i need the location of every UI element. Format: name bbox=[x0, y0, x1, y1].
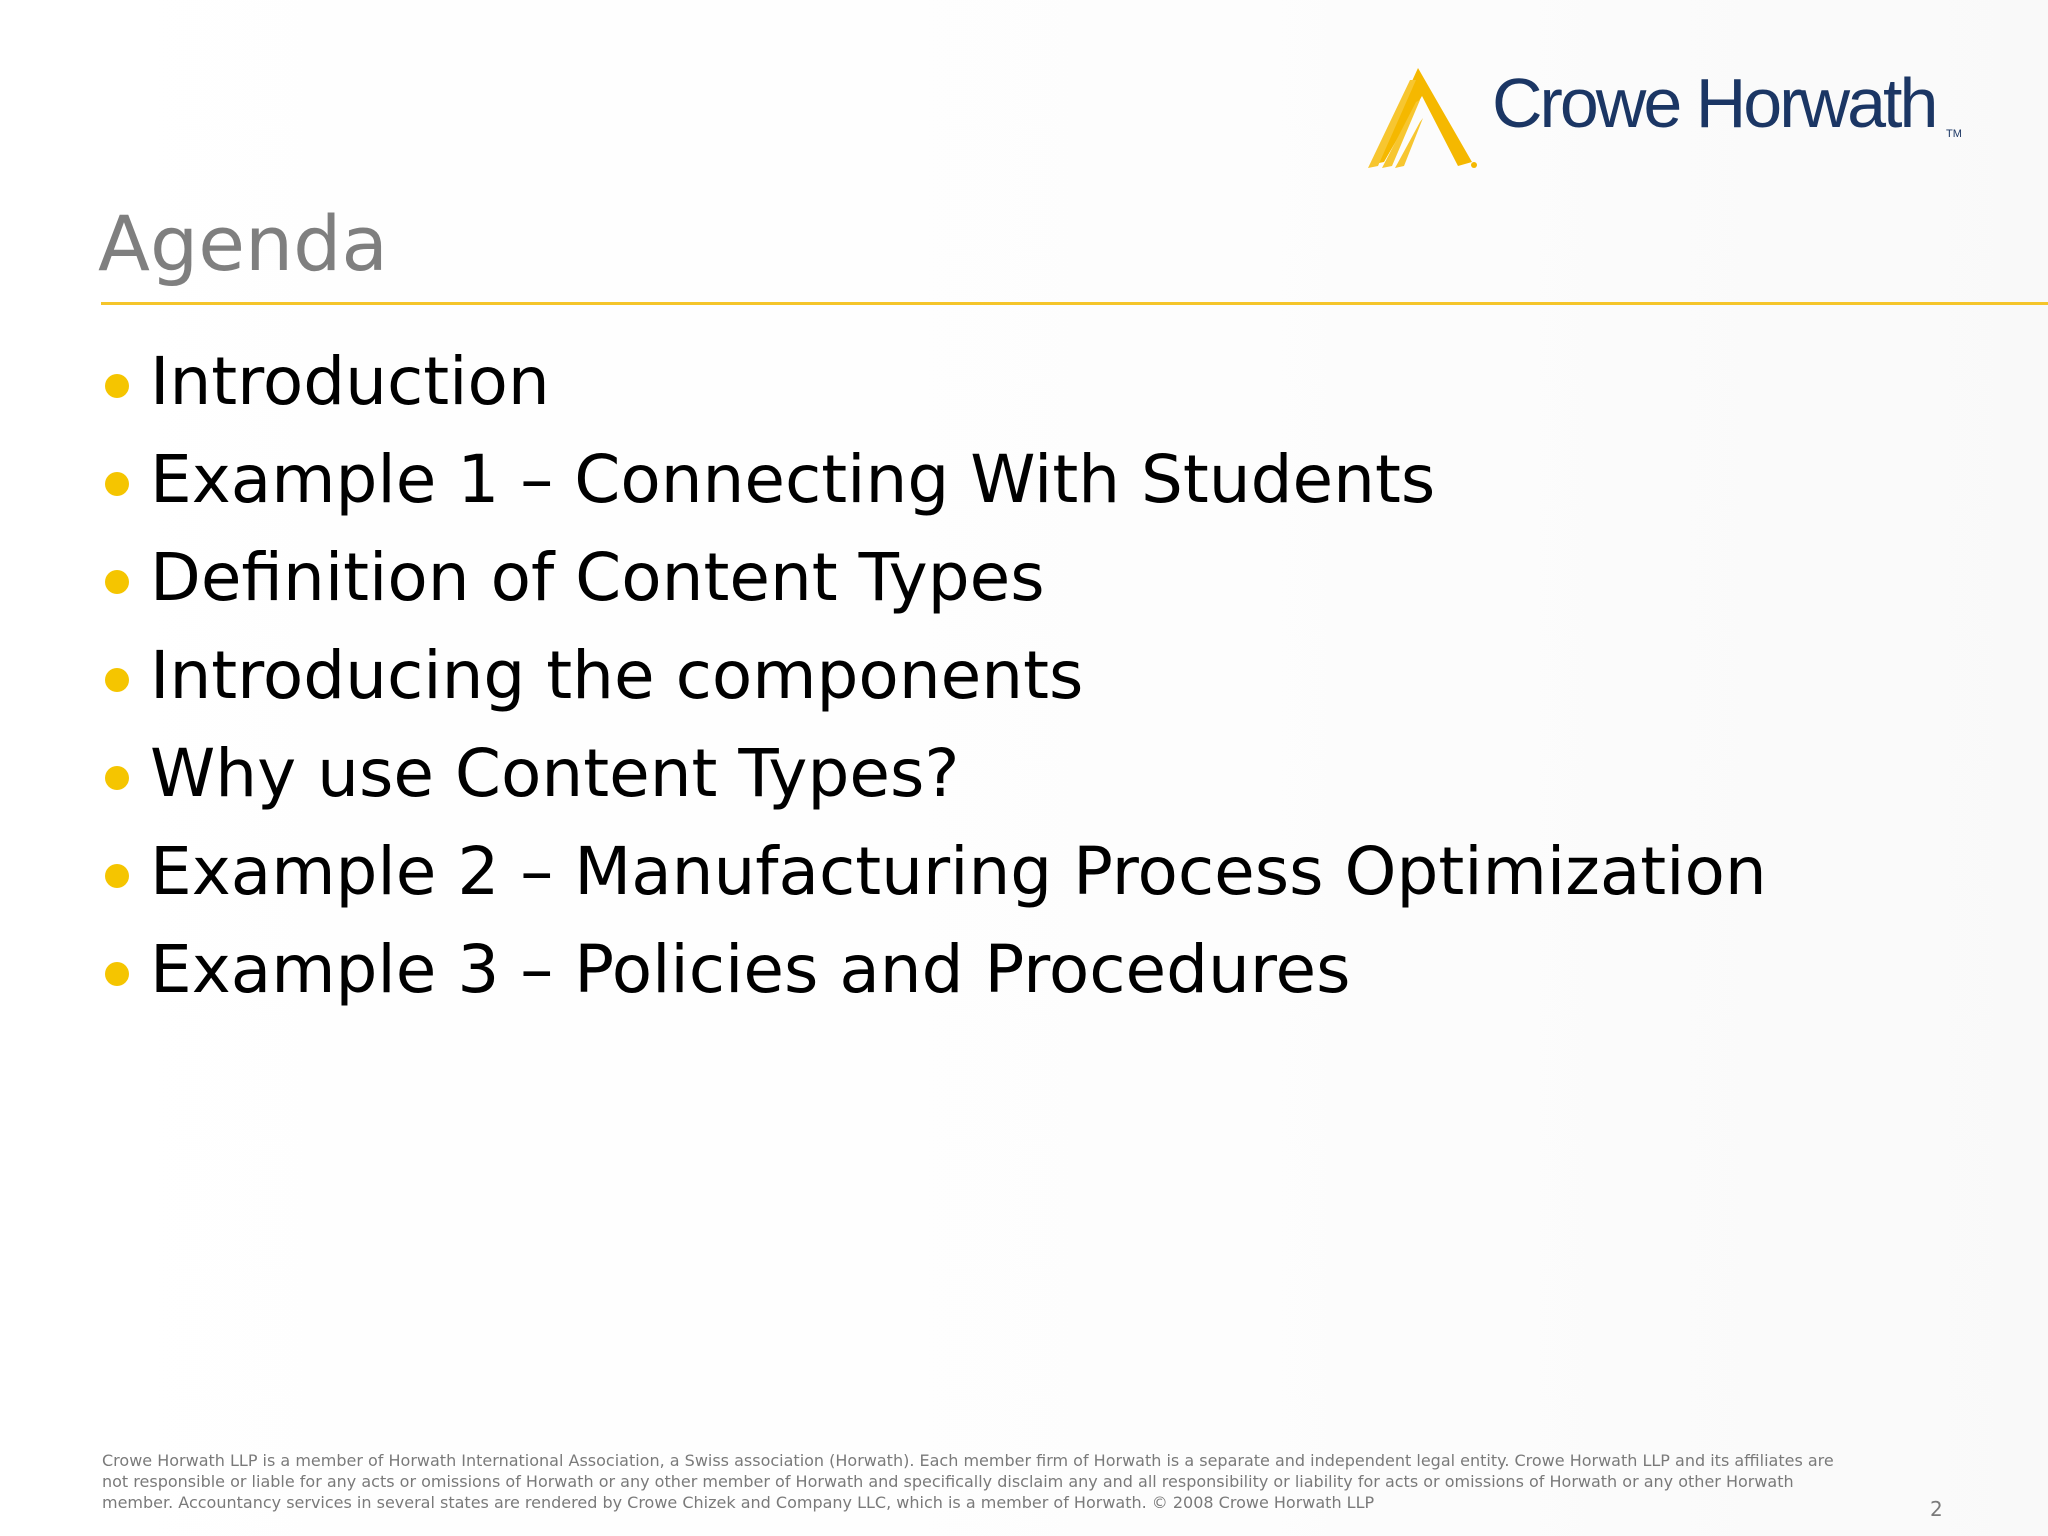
bullet-icon bbox=[105, 864, 129, 888]
agenda-item-label: Introducing the components bbox=[150, 637, 1084, 714]
logo-wordmark: Crowe Horwath bbox=[1492, 64, 1936, 142]
slide-title: Agenda bbox=[98, 199, 388, 288]
page-number: 2 bbox=[1930, 1497, 1943, 1521]
agenda-item-label: Example 3 – Policies and Procedures bbox=[150, 931, 1351, 1008]
agenda-item-label: Definition of Content Types bbox=[150, 539, 1045, 616]
crowe-horwath-logo bbox=[1360, 66, 1970, 176]
agenda-item-label: Introduction bbox=[150, 343, 550, 420]
bullet-icon bbox=[105, 374, 129, 398]
agenda-item-label: Why use Content Types? bbox=[150, 735, 960, 812]
title-divider bbox=[101, 302, 2048, 305]
peak-logo-icon bbox=[1360, 66, 1480, 176]
footer-disclaimer: Crowe Horwath LLP is a member of Horwath International Association, a Swiss association (Horwath). Each member firm of Horwath is a separate and independent legal entity. Crowe Horwath LLP and its affiliates are not responsible or liable for any acts or omissions of Horwath or any other member of Horwath and specifically disclaim any and all responsibility or liability for acts or omissions of Horwath or any other Horwath member. Accountancy services in several states are rendered by Crowe Chizek and Company LLC, which is a member of Horwath. © 2008 Crowe Horwath LLP bbox=[102, 1451, 1834, 1512]
bullet-icon bbox=[105, 570, 129, 594]
agenda-item-label: Example 1 – Connecting With Students bbox=[150, 441, 1436, 518]
bullet-icon bbox=[105, 472, 129, 496]
bullet-icon bbox=[105, 668, 129, 692]
bullet-icon bbox=[105, 962, 129, 986]
bullet-icon bbox=[105, 766, 129, 790]
logo-trademark: TM bbox=[1946, 128, 1962, 140]
agenda-item-label: Example 2 – Manufacturing Process Optimization bbox=[150, 833, 1767, 910]
